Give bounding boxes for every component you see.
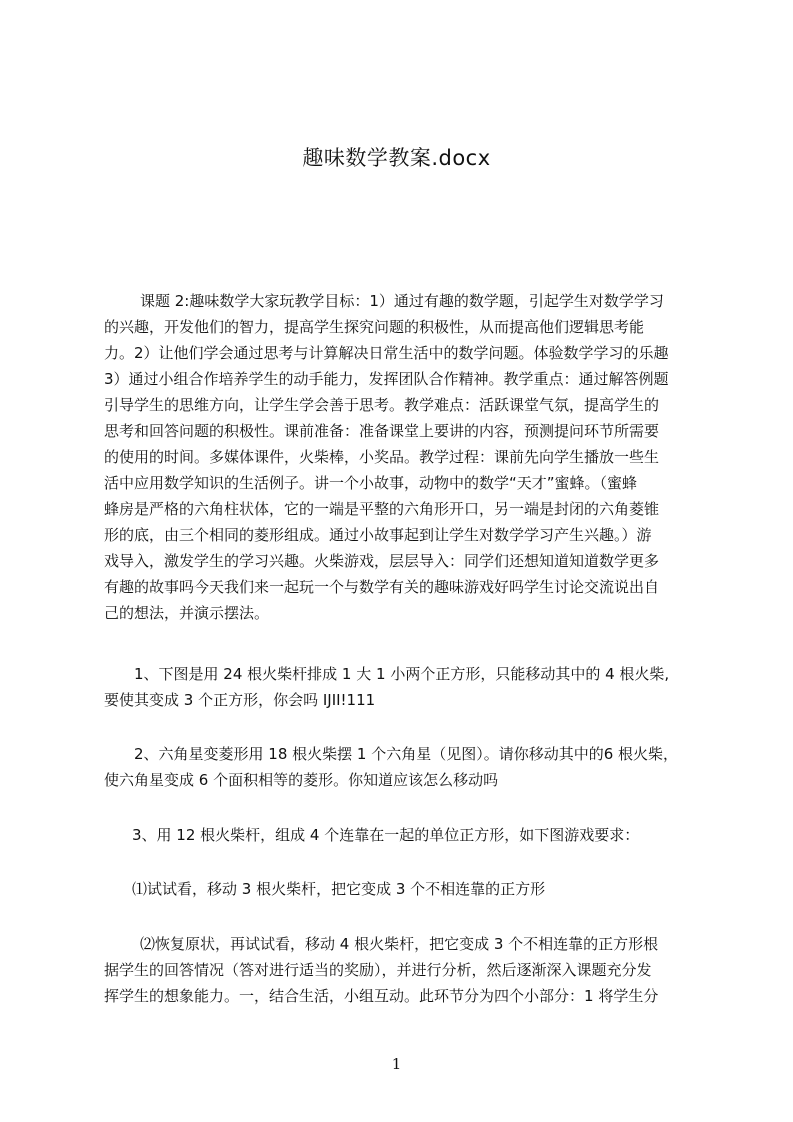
question-3-line: 3、用 12 根火柴杆，组成 4 个连靠在一起的单位正方形，如下图游戏要求： [132, 826, 640, 844]
paragraph-line: 有趣的故事吗今天我们来一起玩一个与数学有关的趣味游戏好吗学生讨论交流说出自 [104, 578, 660, 596]
paragraph-line: 思考和回答问题的积极性。课前准备：准备课堂上要讲的内容，预测提问环节所需要 [104, 422, 660, 440]
question-2-line: 使六角星变成 6 个面积相等的菱形。你知道应该怎么移动吗 [104, 771, 499, 789]
paragraph-line: 形的底，由三个相同的菱形组成。通过小故事起到让学生对数学学习产生兴趣。）游 [104, 526, 652, 544]
sub-question-2-line: ⑵恢复原状，再试试看，移动 4 根火柴杆，把它变成 3 个不相连靠的正方形根 [140, 935, 659, 953]
question-1-line: 1、下图是用 24 根火柴杆排成 1 大 1 小两个正方形，只能移动其中的 4 根火柴, [134, 665, 670, 683]
question-1-line: 要使其变成 3 个正方形，你会吗 IJII!111 [104, 691, 376, 709]
paragraph-line: 戏导入，激发学生的学习兴趣。火柴游戏，层层导入：同学们还想知道知道数学更多 [104, 552, 660, 570]
paragraph-line: 据学生的回答情况（答对进行适当的奖励），并进行分析，然后逐渐深入课题充分发 [104, 961, 652, 979]
paragraph-line: 力。2）让他们学会通过思考与计算解决日常生活中的数学问题。体验数学学习的乐趣 [104, 344, 669, 362]
paragraph-line: 的使用的时间。多媒体课件，火柴棒，小奖品。教学过程：课前先向学生播放一些生 [104, 448, 660, 466]
paragraph-line: 己的想法，并演示摆法。 [104, 604, 270, 622]
sub-question-1-line: ⑴试试看，移动 3 根火柴杆，把它变成 3 个不相连靠的正方形 [132, 880, 546, 898]
document-title: 趣味数学教案.docx [302, 146, 491, 170]
paragraph-line: 蜂房是严格的六角柱状体，它的一端是平整的六角形开口，另一端是封闭的六角菱锥 [104, 500, 660, 518]
page-number: 1 [391, 1055, 402, 1073]
paragraph-line: 引导学生的思维方向，让学生学会善于思考。教学难点：活跃课堂气氛，提高学生的 [104, 396, 660, 414]
paragraph-line: 课题 2:趣味数学大家玩教学目标：1）通过有趣的数学题，引起学生对数学学习 [140, 292, 664, 310]
paragraph-line: 挥学生的想象能力。一，结合生活，小组互动。此环节分为四个小部分：1 将学生分 [104, 987, 659, 1005]
paragraph-line: 3）通过小组合作培养学生的动手能力，发挥团队合作精神。教学重点：通过解答例题 [104, 370, 669, 388]
question-2-line: 2、六角星变菱形用 18 根火柴摆 1 个六角星（见图）。请你移动其中的6 根火柴， [134, 745, 679, 763]
paragraph-line: 活中应用数学知识的生活例子。讲一个小故事，动物中的数学“天才”蜜蜂。（蜜蜂 [104, 474, 638, 492]
paragraph-line: 的兴趣，开发他们的智力，提高学生探究问题的积极性，从而提高他们逻辑思考能 [104, 318, 645, 336]
